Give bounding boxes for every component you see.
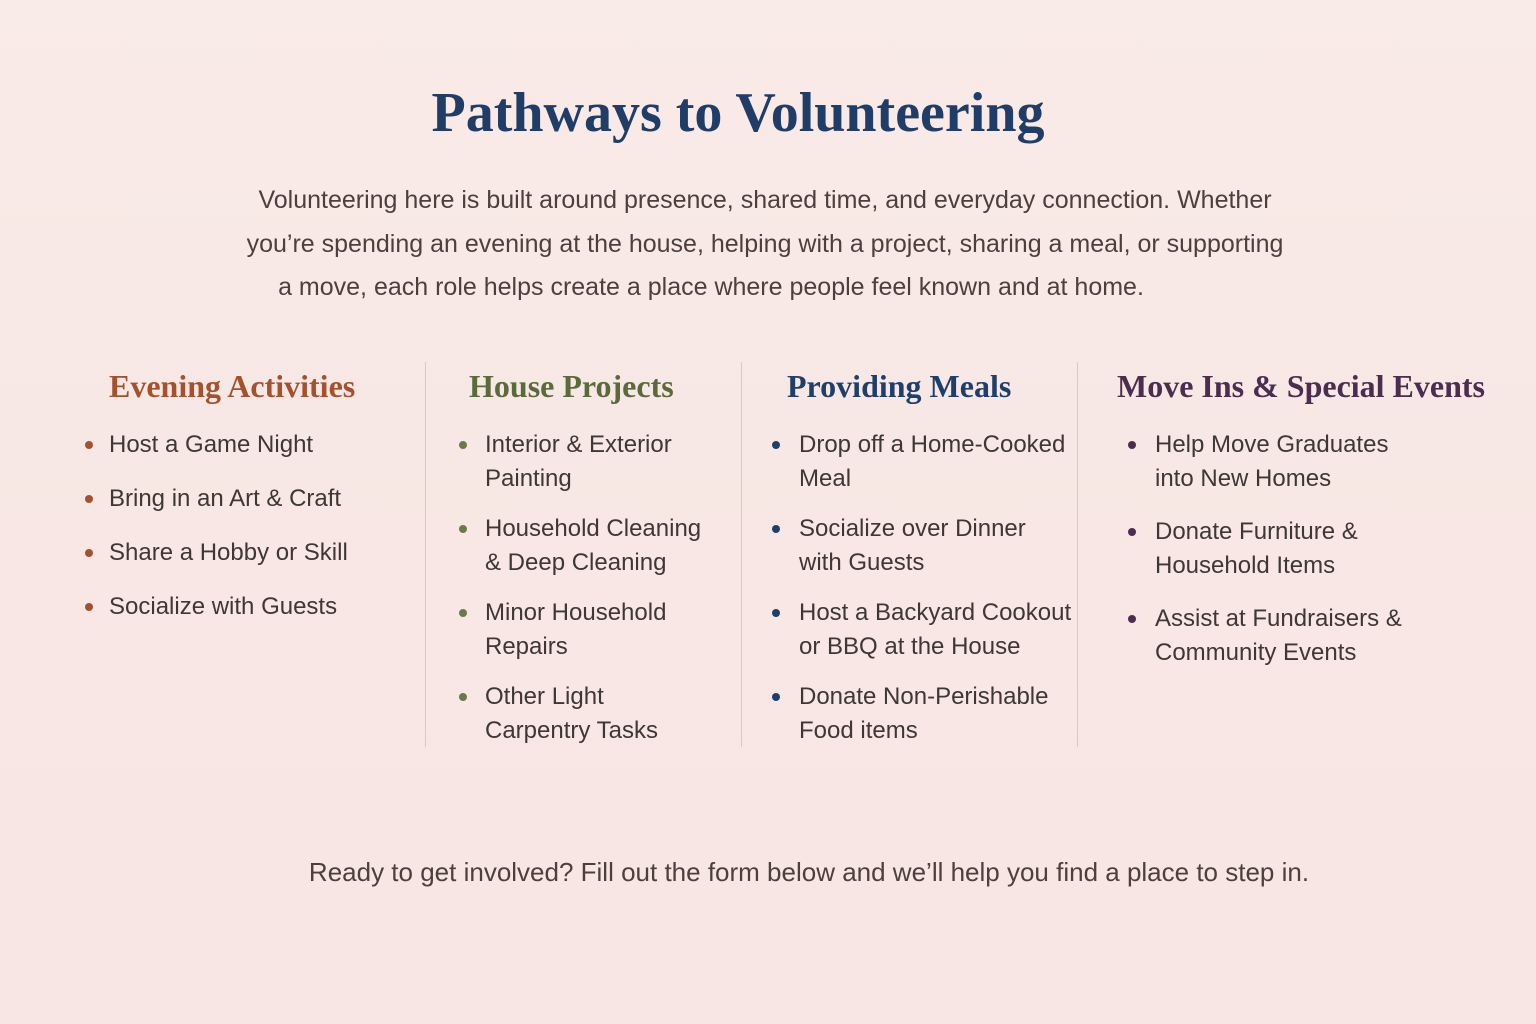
- column-divider: [741, 362, 742, 747]
- list-item: [109, 428, 409, 462]
- list-item-label: Drop off a Home-Cooked Meal: [799, 431, 1066, 492]
- list-item: [1155, 428, 1413, 496]
- bullet-dot: [85, 495, 93, 503]
- bullet-dot: [459, 441, 467, 449]
- list-item-label: Host a Game Night: [109, 431, 314, 458]
- column-title: House Projects: [469, 368, 674, 404]
- call-to-action-text: Ready to get involved? Fill out the form below and we’ll help you find a place to step in.: [308, 857, 1310, 887]
- list-item-label: Socialize with Guests: [109, 593, 338, 620]
- bullet-dot: [85, 441, 93, 449]
- bullet-dot: [459, 525, 467, 533]
- bullet-dot: [459, 609, 467, 617]
- list-item: [485, 512, 709, 580]
- list-item: [109, 482, 409, 516]
- list-item-label: Assist at Fundraisers & Community Events: [1155, 605, 1402, 666]
- bullet-dot: [772, 441, 780, 449]
- list-item: [485, 680, 709, 748]
- list-item-label: Donate Non-Perishable Food items: [799, 683, 1049, 744]
- list-item: [799, 680, 1073, 748]
- bullet-dot: [1128, 528, 1136, 536]
- bullet-dot: [459, 693, 467, 701]
- bullet-dot: [85, 549, 93, 557]
- list-item-label: Socialize over Dinner with Guests: [799, 515, 1026, 576]
- bullet-dot: [772, 525, 780, 533]
- list-item: [1155, 515, 1413, 583]
- bullet-dot: [1128, 441, 1136, 449]
- list-item: [109, 536, 409, 570]
- column-divider: [425, 362, 426, 747]
- bullet-dot: [772, 693, 780, 701]
- list-item: [799, 428, 1073, 496]
- list-item-label: Household Cleaning & Deep Cleaning: [485, 515, 702, 576]
- list-item: [799, 512, 1073, 580]
- intro-paragraph: [0, 179, 1530, 310]
- activity-list: [799, 428, 1073, 764]
- bullet-dot: [772, 609, 780, 617]
- list-item-label: Interior & Exterior Painting: [485, 431, 672, 492]
- list-item: [799, 596, 1073, 664]
- list-item: [485, 428, 709, 496]
- intro-line: a move, each role helps create a place where people feel known and at home.: [278, 273, 1144, 301]
- intro-line: Volunteering here is built around presence, shared time, and everyday connection. Whether: [258, 186, 1272, 214]
- bullet-dot: [1128, 615, 1136, 623]
- list-item-label: Bring in an Art & Craft: [109, 485, 342, 512]
- column-title: Providing Meals: [787, 368, 1012, 404]
- column-title: Move Ins & Special Events: [1117, 368, 1485, 404]
- list-item-label: Host a Backyard Cookout or BBQ at the House: [799, 599, 1072, 660]
- page-title: Pathways to Volunteering: [431, 82, 1045, 144]
- intro-line: you’re spending an evening at the house, helping with a project, sharing a meal, or supporting: [246, 229, 1284, 258]
- bullet-dot: [85, 603, 93, 611]
- activity-list: [109, 428, 409, 644]
- column-title: Evening Activities: [109, 368, 356, 404]
- column-divider: [1077, 362, 1078, 747]
- list-item-label: Share a Hobby or Skill: [109, 539, 348, 566]
- list-item-label: Donate Furniture & Household Items: [1155, 518, 1358, 579]
- list-item: [485, 596, 709, 664]
- list-item-label: Help Move Graduates into New Homes: [1155, 431, 1389, 492]
- list-item: [109, 590, 409, 624]
- list-item-label: Other Light Carpentry Tasks: [485, 683, 658, 744]
- list-item: [1155, 602, 1413, 670]
- activity-list: [1155, 428, 1413, 689]
- activity-list: [485, 428, 709, 764]
- list-item-label: Minor Household Repairs: [485, 599, 667, 660]
